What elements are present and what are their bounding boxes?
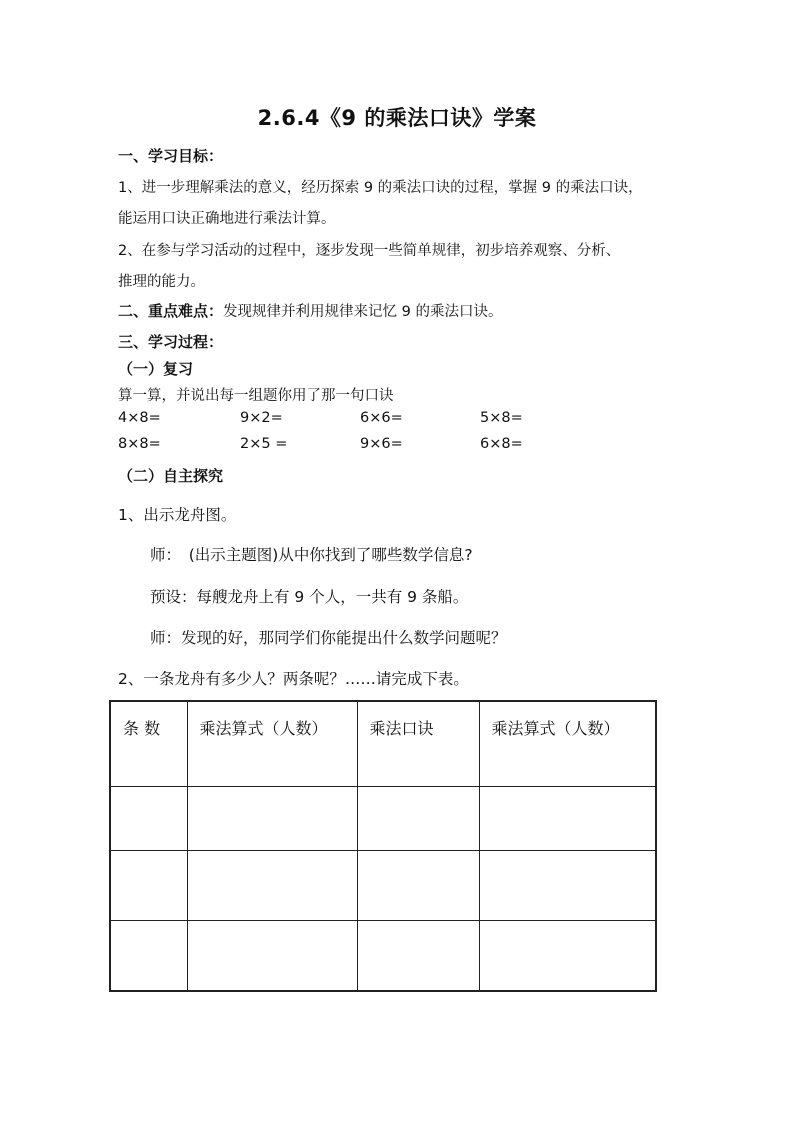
table-header-cell: 乘法口诀 xyxy=(357,701,479,787)
step-1-text: 1、出示龙舟图。 xyxy=(118,506,237,524)
goal-2-line-2: 推理的能力。 xyxy=(118,274,205,290)
exercise-item: 4×8= xyxy=(118,410,161,426)
exercise-item: 2×5 = xyxy=(240,436,288,452)
step-2-text: 2、一条龙舟有多少人？两条呢？……请完成下表。 xyxy=(118,670,469,688)
table-header-cell: 乘法算式（人数） xyxy=(479,701,656,787)
section-key-points xyxy=(118,300,502,321)
section-goals-heading: 一、学习目标： xyxy=(118,147,224,165)
table-cell[interactable] xyxy=(479,787,656,851)
table-cell[interactable] xyxy=(357,921,479,991)
table-cell[interactable] xyxy=(110,851,187,921)
exercise-item: 6×6= xyxy=(360,410,403,426)
preset-answer: 预设：每艘龙舟上有 9 个人，一共有 9 条船。 xyxy=(150,588,469,606)
subsection-review-heading: （一）复习 xyxy=(118,360,194,378)
exercise-item: 6×8= xyxy=(480,436,523,452)
exercise-item: 8×8= xyxy=(118,436,161,452)
table-header-cell: 乘法算式（人数） xyxy=(187,701,357,787)
table-cell[interactable] xyxy=(479,851,656,921)
table-row xyxy=(110,921,656,991)
table-cell[interactable] xyxy=(357,851,479,921)
table-cell[interactable] xyxy=(187,851,357,921)
table-row xyxy=(110,851,656,921)
subsection-explore-heading: （二）自主探究 xyxy=(118,467,224,485)
table-header-row xyxy=(110,701,656,787)
review-prompt: 算一算，并说出每一组题你用了那一句口诀 xyxy=(118,388,394,404)
document-title: 2.6.4《9 的乘法口诀》学案 xyxy=(257,106,537,130)
goal-1-line-1: 1、进一步理解乘法的意义，经历探索 9 的乘法口诀的过程，掌握 9 的乘法口诀， xyxy=(118,180,643,196)
section-process-heading: 三、学习过程： xyxy=(118,333,224,351)
goal-1-line-2: 能运用口诀正确地进行乘法计算。 xyxy=(118,211,336,227)
exercise-item: 5×8= xyxy=(480,410,523,426)
teacher-question-1: 师： (出示主题图)从中你找到了哪些数学信息? xyxy=(150,546,473,564)
table-cell[interactable] xyxy=(110,787,187,851)
section-key-points-text: 发现规律并利用规律来记忆 9 的乘法口诀。 xyxy=(223,304,503,320)
teacher-question-2: 师：发现的好，那同学们你能提出什么数学问题呢？ xyxy=(150,629,507,647)
table-header-cell: 条 数 xyxy=(110,701,187,787)
section-key-points-heading: 二、重点难点： xyxy=(118,302,224,320)
table-cell[interactable] xyxy=(110,921,187,991)
goal-2-line-1: 2、在参与学习活动的过程中，逐步发现一些简单规律，初步培养观察、分析、 xyxy=(118,243,621,259)
table-row xyxy=(110,787,656,851)
table-cell[interactable] xyxy=(187,787,357,851)
exercise-item: 9×6= xyxy=(360,436,403,452)
table-cell[interactable] xyxy=(187,921,357,991)
table-cell[interactable] xyxy=(357,787,479,851)
multiplication-table xyxy=(109,700,657,992)
exercise-item: 9×2= xyxy=(240,410,283,426)
table-cell[interactable] xyxy=(479,921,656,991)
